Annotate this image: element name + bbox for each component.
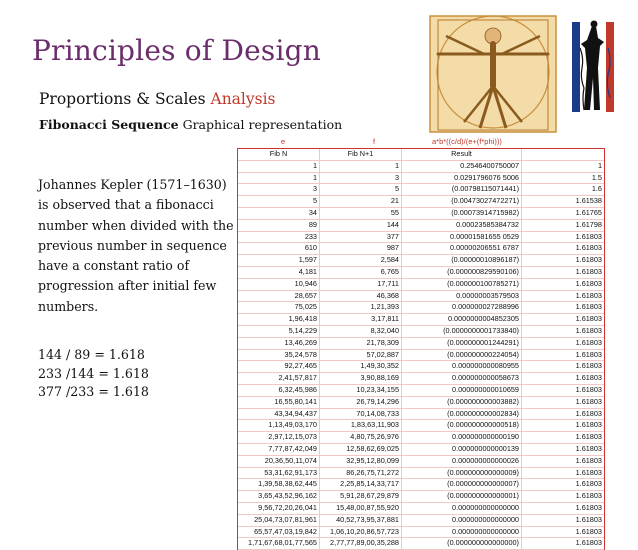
table-cell: 2,77,77,89,00,35,288	[320, 538, 402, 549]
table-cell: 1	[238, 161, 320, 172]
table-cell: 1.61803	[575, 479, 602, 489]
table-cell: 0.000000000000000	[402, 515, 522, 526]
table-cell: (0.000000000000518)	[402, 420, 522, 431]
table-row	[238, 373, 604, 385]
table-cell: (0.00000010896187)	[402, 255, 522, 266]
table-cell: 0.000000000010659	[402, 385, 522, 396]
table-cell: 5,91,28,67,29,879	[320, 491, 402, 502]
table-cell: 1.61803	[575, 491, 602, 501]
table-cell: 3	[320, 173, 402, 184]
table-cell: 1.61803	[575, 243, 602, 253]
table-row	[238, 291, 604, 303]
table-cell: 0.000000000080955	[402, 361, 522, 372]
table-cell: 1.61798	[575, 219, 602, 229]
table-cell: 15,48,00,87,55,920	[320, 503, 402, 514]
table-cell: 57,02,887	[320, 350, 402, 361]
table-row	[238, 243, 604, 255]
table-row	[238, 491, 604, 503]
table-cell: 1.61803	[575, 396, 602, 406]
table-cell: 8,32,040	[320, 326, 402, 337]
column-letters	[237, 137, 605, 148]
table-cell: 0.00001581655 0529	[402, 232, 522, 243]
table-row	[238, 208, 604, 220]
table-cell: 1	[238, 173, 320, 184]
table-cell: 5,14,229	[238, 326, 320, 337]
header-result: Result	[402, 149, 522, 160]
table-row	[238, 232, 604, 244]
table-cell: (0.0000000001733840)	[402, 326, 522, 337]
table-row	[238, 479, 604, 491]
section-heading	[39, 117, 342, 132]
table-cell: 1.6	[591, 184, 602, 194]
table-cell: 16,55,80,141	[238, 397, 320, 408]
table-cell: 1,13,49,03,170	[238, 420, 320, 431]
table-row	[238, 409, 604, 421]
table-row	[238, 161, 604, 173]
table-cell: 53,31,62,91,173	[238, 468, 320, 479]
subtitle-accent: Analysis	[210, 90, 276, 108]
table-row	[238, 503, 604, 515]
table-cell: (0.000000000000007)	[402, 479, 522, 490]
table-cell: 0.00000003579503	[402, 291, 522, 302]
table-row	[238, 196, 604, 208]
table-cell: 1	[320, 161, 402, 172]
table-cell: 1.61765	[575, 207, 602, 217]
table-cell: 13,46,269	[238, 338, 320, 349]
table-cell: 5	[320, 184, 402, 195]
table-cell: 1.61803	[575, 538, 602, 548]
table-cell: 25,04,73,07,81,961	[238, 515, 320, 526]
table-cell: (0.000000100785271)	[402, 279, 522, 290]
table-row	[238, 338, 604, 350]
table-cell: 1.61803	[575, 526, 602, 536]
table-cell: 1,06,10,20,86,57,723	[320, 527, 402, 538]
table-cell: 0.000000000000026	[402, 456, 522, 467]
table-cell: 1.61803	[575, 302, 602, 312]
header-ratio	[522, 149, 604, 160]
table-cell: 75,025	[238, 302, 320, 313]
formula-label: a*b*((c/d)/(e+(f*phi)))	[432, 137, 502, 146]
table-cell: 21	[320, 196, 402, 207]
table-cell: 2,97,12,15,073	[238, 432, 320, 443]
table-row	[238, 515, 604, 527]
table-cell: 17,711	[320, 279, 402, 290]
kepler-paragraph: Johannes Kepler (1571–1630) is observed that a fibonacci number when divided with the previous number in sequence have a constant ratio of progression after initial few numbers.	[38, 177, 234, 314]
table-cell: 1.61803	[575, 337, 602, 347]
ratio-item: 377 /233 = 1.618	[38, 384, 149, 399]
slide-title: Principles of Design	[32, 34, 321, 67]
table-cell: 32,95,12,80,099	[320, 456, 402, 467]
table-cell: 43,34,94,437	[238, 409, 320, 420]
table-cell: 12,58,62,69,025	[320, 444, 402, 455]
table-cell: 1.61803	[575, 502, 602, 512]
table-cell: 92,27,465	[238, 361, 320, 372]
table-row	[238, 350, 604, 362]
table-cell: 0.000000000000000	[402, 503, 522, 514]
spreadsheet-grid	[237, 148, 605, 550]
table-cell: 0.00023585384732	[402, 220, 522, 231]
table-cell: 0.000000000000190	[402, 432, 522, 443]
table-cell: 7,77,87,42,049	[238, 444, 320, 455]
modulor-illustration	[570, 18, 618, 118]
header-fib-n1: Fib N+1	[320, 149, 402, 160]
table-cell: 10,946	[238, 279, 320, 290]
table-cell: 1	[597, 160, 602, 170]
table-row	[238, 385, 604, 397]
table-cell: 1.61803	[575, 255, 602, 265]
table-cell: 2,584	[320, 255, 402, 266]
column-letter-f: f	[373, 137, 376, 146]
table-cell: 0.0291796076 5006	[402, 173, 522, 184]
table-cell: 21,78,309	[320, 338, 402, 349]
table-cell: (0.00073914715982)	[402, 208, 522, 219]
table-cell: 1.61803	[575, 514, 602, 524]
table-cell: 26,79,14,296	[320, 397, 402, 408]
ratio-item: 233 /144 = 1.618	[38, 365, 149, 381]
table-cell: 6,32,45,986	[238, 385, 320, 396]
table-row	[238, 432, 604, 444]
table-cell: 1,71,67,68,01,77,565	[238, 538, 320, 549]
table-cell: 1,83,63,11,903	[320, 420, 402, 431]
table-cell: 1.61803	[575, 455, 602, 465]
table-cell: 35,24,578	[238, 350, 320, 361]
ratio-list	[38, 346, 149, 402]
table-row	[238, 456, 604, 468]
table-cell: 1.61538	[575, 196, 602, 206]
table-cell: 9,56,72,20,26,041	[238, 503, 320, 514]
table-cell: 0.000000000000000	[402, 527, 522, 538]
table-cell: 46,368	[320, 291, 402, 302]
ratio-item: 144 / 89 = 1.618	[38, 347, 145, 362]
table-cell: 4,181	[238, 267, 320, 278]
table-cell: 40,52,73,95,37,881	[320, 515, 402, 526]
table-cell: 2,41,57,817	[238, 373, 320, 384]
table-row	[238, 538, 604, 550]
table-cell: 55	[320, 208, 402, 219]
table-row	[238, 397, 604, 409]
table-cell: 10,23,34,155	[320, 385, 402, 396]
column-letter-e: e	[281, 137, 286, 146]
table-cell: (0.00473027472271)	[402, 196, 522, 207]
table-row	[238, 444, 604, 456]
table-row	[238, 314, 604, 326]
table-cell: 1.61803	[575, 278, 602, 288]
table-cell: 3,17,811	[320, 314, 402, 325]
table-cell: 70,14,08,733	[320, 409, 402, 420]
table-cell: 1,21,393	[320, 302, 402, 313]
table-row	[238, 361, 604, 373]
table-cell: 2,25,85,14,33,717	[320, 479, 402, 490]
table-cell: 377	[320, 232, 402, 243]
table-cell: 1.61803	[575, 420, 602, 430]
table-cell: 1.61803	[575, 231, 602, 241]
table-row	[238, 184, 604, 196]
table-cell: 86,26,75,71,272	[320, 468, 402, 479]
table-cell: 1,597	[238, 255, 320, 266]
table-cell: 89	[238, 220, 320, 231]
vitruvian-man-illustration	[424, 14, 569, 134]
table-cell: (0.000000000000000)	[402, 538, 522, 549]
table-cell: (0.000000001244291)	[402, 338, 522, 349]
table-row	[238, 420, 604, 432]
table-cell: (0.000000000003882)	[402, 397, 522, 408]
table-row	[238, 468, 604, 480]
table-cell: 34	[238, 208, 320, 219]
table-cell: 5	[238, 196, 320, 207]
header-row	[238, 149, 604, 161]
table-cell: 987	[320, 243, 402, 254]
table-cell: 4,80,75,26,976	[320, 432, 402, 443]
table-cell: 144	[320, 220, 402, 231]
table-cell: 1.61803	[575, 432, 602, 442]
table-row	[238, 267, 604, 279]
table-cell: (0.000000000000009)	[402, 468, 522, 479]
section-heading-bold: Fibonacci Sequence	[39, 117, 179, 132]
subtitle-main: Proportions & Scales	[39, 90, 211, 108]
table-cell: 0.00000206551 6787	[402, 243, 522, 254]
table-cell: 1.61803	[575, 467, 602, 477]
table-cell: 3	[238, 184, 320, 195]
table-cell: (0.000000000000001)	[402, 491, 522, 502]
table-cell: (0.00798115071441)	[402, 184, 522, 195]
table-row	[238, 302, 604, 314]
table-cell: 1,49,30,352	[320, 361, 402, 372]
table-cell: 1.61803	[575, 349, 602, 359]
table-cell: 3,65,43,52,96,162	[238, 491, 320, 502]
table-cell: 1.5	[591, 172, 602, 182]
table-cell: 1.61803	[575, 314, 602, 324]
table-cell: 0.000000000058673	[402, 373, 522, 384]
table-cell: (0.000000000224054)	[402, 350, 522, 361]
section-heading-rest: Graphical representation	[178, 117, 343, 132]
table-row	[238, 326, 604, 338]
table-cell: 1,39,58,38,62,445	[238, 479, 320, 490]
table-cell: (0.000000829590106)	[402, 267, 522, 278]
table-cell: 1.61803	[575, 384, 602, 394]
table-row	[238, 220, 604, 232]
table-cell: 0.0000000004852305	[402, 314, 522, 325]
table-cell: 1.61803	[575, 408, 602, 418]
table-row	[238, 255, 604, 267]
table-cell: 65,57,47,03,19,842	[238, 527, 320, 538]
table-cell: 20,36,50,11,074	[238, 456, 320, 467]
table-cell: 1.61803	[575, 373, 602, 383]
table-cell: 1,96,418	[238, 314, 320, 325]
table-cell: 1.61803	[575, 325, 602, 335]
header-fib-n: Fib N	[238, 149, 320, 160]
subtitle	[39, 90, 276, 108]
table-cell: 610	[238, 243, 320, 254]
table-cell: 0.000000027288996	[402, 302, 522, 313]
table-cell: 6,765	[320, 267, 402, 278]
table-cell: 233	[238, 232, 320, 243]
table-row	[238, 173, 604, 185]
table-cell: 1.61803	[575, 361, 602, 371]
table-cell: 0.2546400750007	[402, 161, 522, 172]
table-cell: 1.61803	[575, 443, 602, 453]
table-cell: (0.000000000002834)	[402, 409, 522, 420]
fibonacci-spreadsheet	[237, 137, 605, 550]
table-cell: 1.61803	[575, 290, 602, 300]
table-cell: 1.61803	[575, 266, 602, 276]
table-row	[238, 279, 604, 291]
table-cell: 3,90,88,169	[320, 373, 402, 384]
table-cell: 28,657	[238, 291, 320, 302]
table-cell: 0.000000000000139	[402, 444, 522, 455]
table-row	[238, 527, 604, 539]
